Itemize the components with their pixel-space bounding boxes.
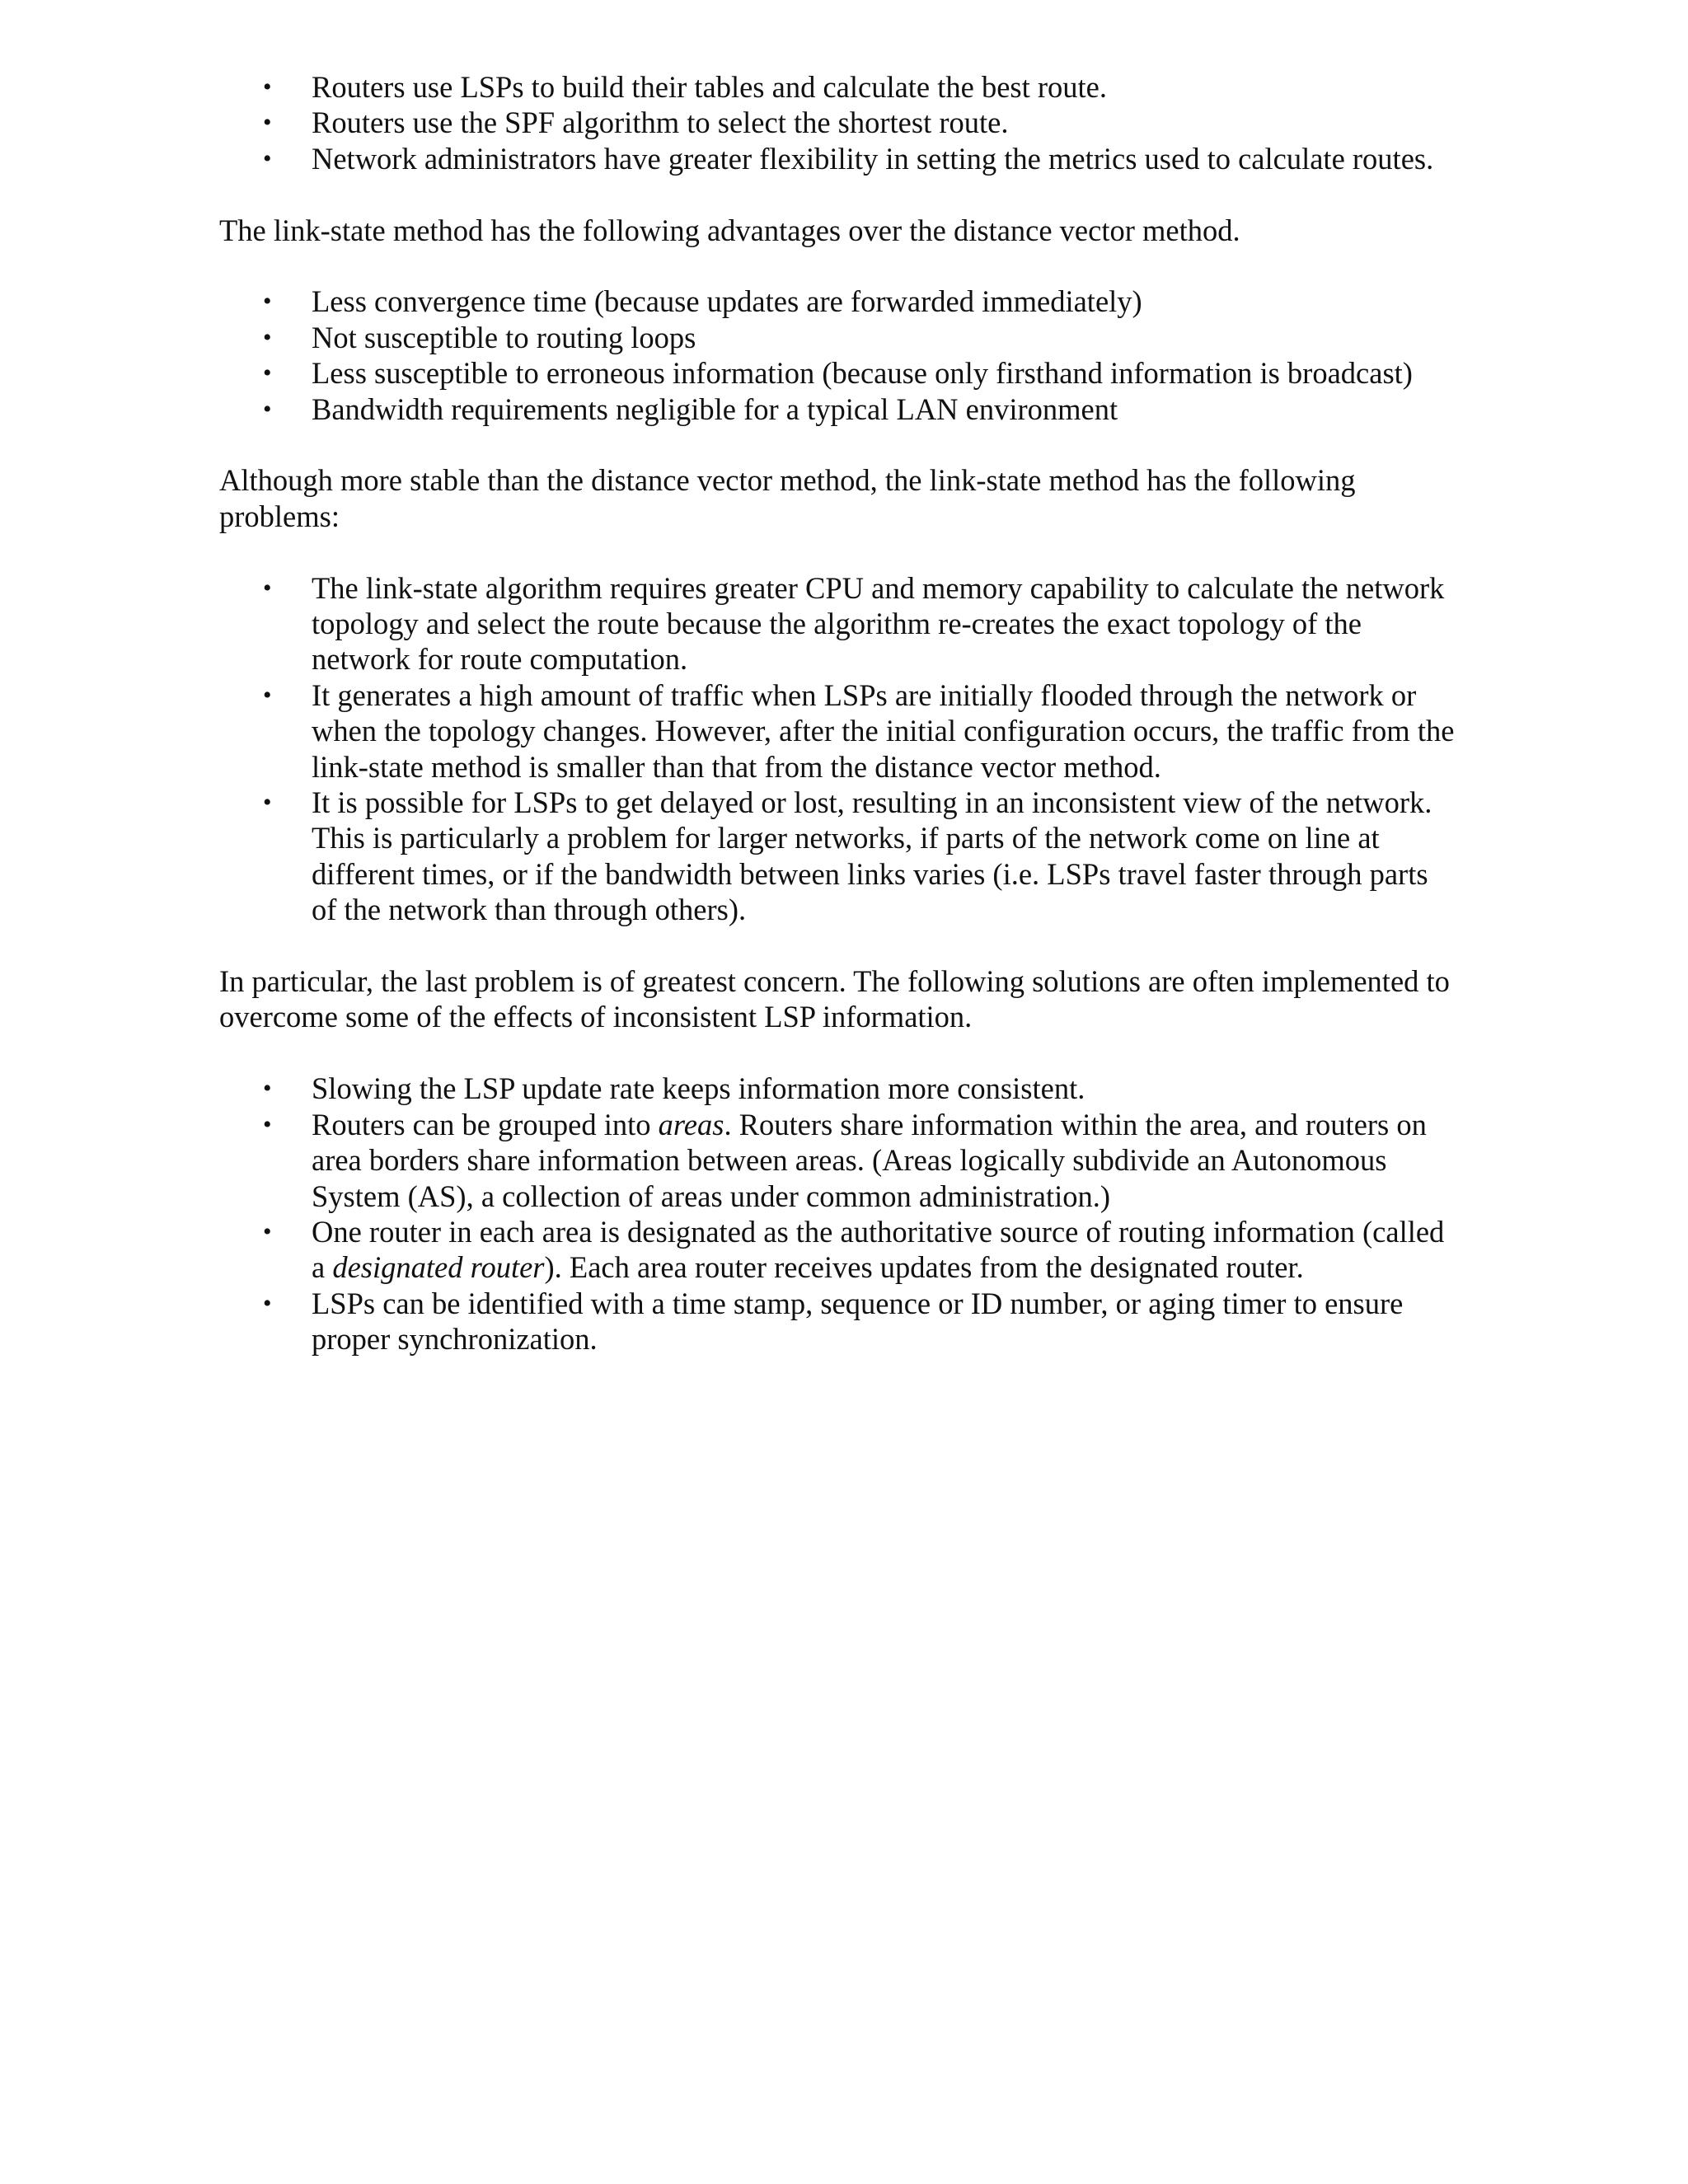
term-designated-router: designated router xyxy=(332,1250,545,1285)
bullet-icon: • xyxy=(263,789,272,817)
advantages-intro-paragraph: The link-state method has the following advantages over the distance vector method. xyxy=(219,213,1240,247)
list-item xyxy=(219,1071,1456,1106)
list-item-text-start: Routers can be grouped into xyxy=(312,1107,659,1141)
link-state-features-list xyxy=(219,69,1456,176)
list-item-text: LSPs can be identified with a time stamp, sequence or ID number, or aging timer to ensure proper synchronization. xyxy=(312,1286,1404,1357)
document-body xyxy=(219,69,1456,1393)
advantages-list xyxy=(219,284,1456,427)
list-item-text: Routers use the SPF algorithm to select the shortest route. xyxy=(312,105,1009,140)
bullet-icon: • xyxy=(263,323,272,351)
list-item xyxy=(219,570,1456,677)
list-item xyxy=(219,391,1456,427)
list-item xyxy=(219,284,1456,319)
list-item-text-end: ). Each area router receives updates from the designated router. xyxy=(544,1250,1304,1285)
bullet-icon: • xyxy=(263,73,272,101)
bullet-icon: • xyxy=(263,1217,272,1245)
bullet-icon: • xyxy=(263,1110,272,1138)
bullet-icon: • xyxy=(263,681,272,709)
list-item-text: Slowing the LSP update rate keeps information more consistent. xyxy=(312,1071,1085,1106)
list-item-text-start: One router in each area is designated as the authoritative source of routing information (called a xyxy=(312,1214,1445,1285)
problems-list xyxy=(219,570,1456,928)
list-item-text: The link-state algorithm requires greater CPU and memory capability to calculate the network topology and select the route because the algorithm re-creates the exact topology of the network for route computation. xyxy=(312,570,1445,677)
list-item xyxy=(219,355,1456,391)
bullet-icon: • xyxy=(263,109,272,137)
list-item xyxy=(219,1286,1456,1357)
solutions-intro-paragraph: In particular, the last problem is of greatest concern. The following solutions are often implemented to overcome some of the effects of inconsistent LSP information. xyxy=(219,964,1450,1034)
list-item xyxy=(219,1107,1456,1214)
bullet-icon: • xyxy=(263,395,272,423)
list-item-text: It generates a high amount of traffic when LSPs are initially flooded through the network or when the topology changes. However, after the initial configuration occurs, the traffic from the link-state method is smaller than that from the distance vector method. xyxy=(312,677,1455,784)
list-item xyxy=(219,69,1456,105)
list-item xyxy=(219,785,1456,928)
list-item xyxy=(219,141,1456,176)
list-item xyxy=(219,105,1456,140)
list-item xyxy=(219,677,1456,785)
bullet-icon: • xyxy=(263,1075,272,1103)
list-item-text: Network administrators have greater flexibility in setting the metrics used to calculate routes. xyxy=(312,141,1434,176)
list-item-text: Less susceptible to erroneous information (because only firsthand information is broadcast) xyxy=(312,356,1413,391)
bullet-icon: • xyxy=(263,574,272,602)
list-item-text: Less convergence time (because updates are forwarded immediately) xyxy=(312,284,1142,319)
problems-intro-paragraph: Although more stable than the distance vector method, the link-state method has the following problems: xyxy=(219,463,1356,533)
bullet-icon: • xyxy=(263,1289,272,1317)
term-areas: areas xyxy=(658,1107,724,1141)
solutions-list xyxy=(219,1071,1456,1357)
list-item xyxy=(219,320,1456,355)
bullet-icon: • xyxy=(263,144,272,172)
list-item-text: It is possible for LSPs to get delayed or lost, resulting in an inconsistent view of the network. This is particularly a problem for larger networks, if parts of the network come on line at different times, or if the bandwidth between links varies (i.e. LSPs travel faster through parts of the network than through others). xyxy=(312,785,1432,927)
bullet-icon: • xyxy=(263,359,272,387)
list-item-text: Bandwidth requirements negligible for a typical LAN environment xyxy=(312,391,1118,426)
bullet-icon: • xyxy=(263,288,272,316)
list-item xyxy=(219,1214,1456,1286)
list-item-text-end: . Routers share information within the area, and routers on area borders share information between areas. (Areas logically subdivide an Autonomous System (AS), a collection of areas under common administration.) xyxy=(312,1107,1427,1213)
list-item-text: Not susceptible to routing loops xyxy=(312,320,696,354)
list-item-text: Routers use LSPs to build their tables and calculate the best route. xyxy=(312,70,1108,104)
